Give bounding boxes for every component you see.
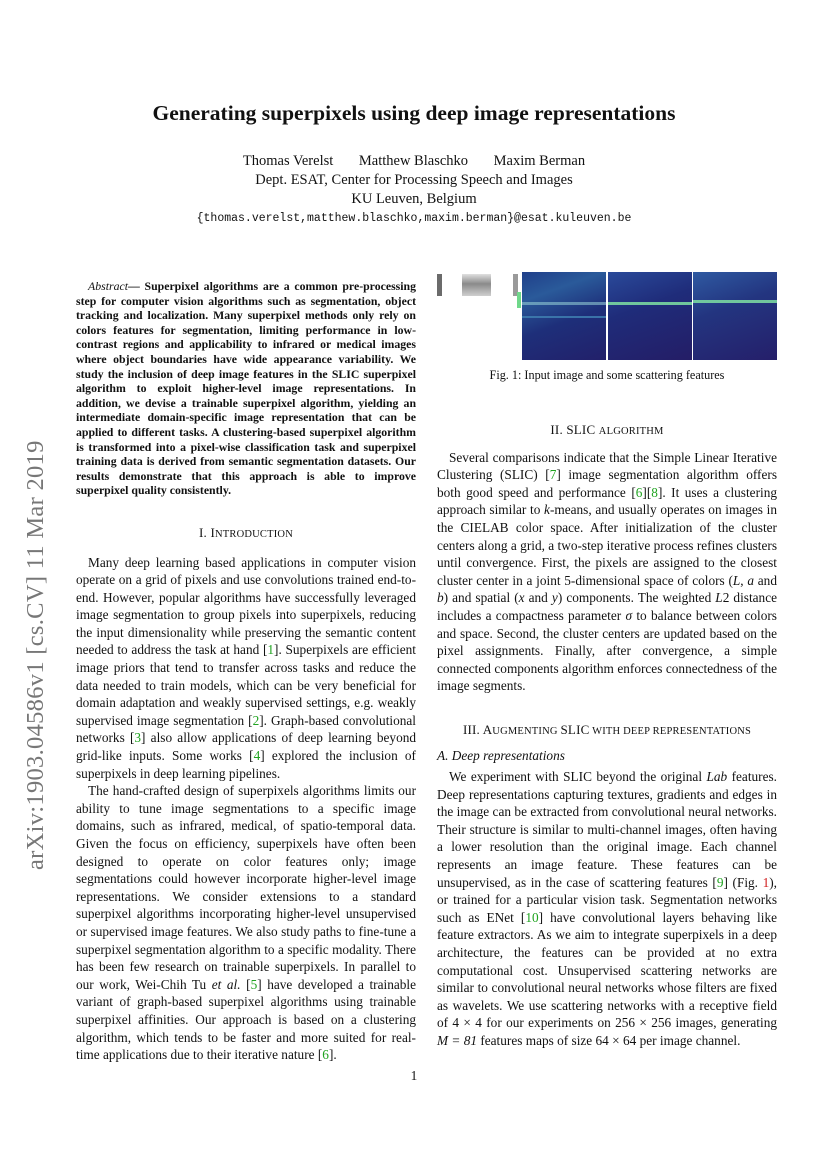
citation-link[interactable]: 10 <box>525 909 539 925</box>
citation-link[interactable]: 6 <box>635 484 643 500</box>
citation-link[interactable]: 3 <box>134 730 142 746</box>
abstract <box>76 279 416 498</box>
abstract-label: Abstract <box>88 279 128 293</box>
scattering-feature-map <box>608 272 692 360</box>
author-block <box>0 152 828 228</box>
author-names <box>0 152 828 171</box>
citation-link[interactable]: 5 <box>250 976 258 992</box>
scattering-feature-map <box>522 272 606 360</box>
page-number: 1 <box>410 1068 418 1083</box>
section-heading-slic: II. SLIC ALGORITHM <box>550 422 664 437</box>
author-name: Matthew Blaschko <box>358 153 469 169</box>
arxiv-stamp: arXiv:1903.04586v1 [cs.CV] 11 Mar 2019 <box>22 440 49 870</box>
paper-title: Generating superpixels using deep image representations <box>152 101 676 125</box>
citation-link[interactable]: 2 <box>252 712 260 728</box>
feature-strip <box>517 292 521 308</box>
left-column <box>76 279 416 1064</box>
input-image-thumbnail <box>437 274 442 296</box>
figure-link[interactable]: 1 <box>762 874 770 890</box>
section-heading-augmenting: III. AUGMENTING SLIC WITH DEEP REPRESENTATIONS <box>462 721 752 737</box>
author-name: Maxim Berman <box>493 153 586 169</box>
paragraph: Many deep learning based applications in computer vision operate on a grid of pixels and use convolutions trained end-to-end. However, popular algorithms have successfully leveraged image segmentation to group pixels into superpixels, reducing the input dimensionality while preserving the semantic content needed to address the task at hand [1]. Superpixels are efficient image priors that tend to transfer across tasks and reduce the data needed to train models, which can be very beneficial for domain adaptation and weakly supervised settings, e.g. weakly supervised image segmentation [2]. Graph-based convolutional networks [3] also allow applications of deep learning beyond grid-like inputs. Some works [4] explored the inclusion of superpixels in deep learning pipelines. <box>76 554 417 781</box>
abstract-text: — Superpixel algorithms are a common pre-processing step for computer vision algorithms such as segmentation, object tracking and localization. Many superpixel methods only rely on colors features for segmentation, limiting performance in low-contrast regions and applicability to infrared or medical images where object boundaries have wide appearance variability. We study the inclusion of deep image features in the SLIC superpixel algorithm to exploit higher-level image representations. In addition, we devise a trainable superpixel algorithm, yielding an intermediate domain-specific image representation that can be applied to different tasks. A clustering-based superpixel algorithm is transformed into a pixel-wise classification task and superpixel training data is derived from semantic segmentation datasets. Our results demonstrate that this approach is able to improve superpixel quality consistently. <box>76 279 416 498</box>
citation-link[interactable]: 9 <box>716 874 724 890</box>
paragraph: We experiment with SLIC beyond the original Lab features. Deep representations capturing textures, gradients and edges in the image can be extracted from convolutional neural networks. Their structure is similar to multi-channel images, often having a lower resolution than the original image. Each channel represents an image feature. These features can be unsupervised, as in the case of scattering features [9] (Fig. 1), or trained for a particular vision task. Segmentation networks such as ENet [10] have convolutional layers behaving like feature extractors. As we aim to integrate superpixels in a deep architecture, the features can be provided at no extra computational cost. Unsupervised scattering networks are similar to convolutional neural networks whose filters are fixed as wavelets. We use scattering networks with a receptive field of 4 × 4 for our experiments on 256 × 256 images, generating M = 81 features maps of size 64 × 64 per image channel. <box>437 769 777 1048</box>
subsection-heading: A. Deep representations <box>437 747 565 763</box>
figure-caption: Fig. 1: Input image and some scattering features <box>489 368 725 382</box>
affiliation: KU Leuven, Belgium <box>351 191 477 207</box>
citation-link[interactable]: 4 <box>253 748 261 764</box>
citation-link[interactable]: 7 <box>549 467 557 483</box>
author-name: Thomas Verelst <box>242 153 334 169</box>
paragraph: Several comparisons indicate that the Simple Linear Iterative Clustering (SLIC) [7] image segmentation algorithm offers both good speed and performance [6][8]. It uses a clustering approach similar to k-means, and usually operates on images in the CIELAB color space. After initialization of the cluster centers along a grid, a two-step iterative process refines clusters until convergence. First, the pixels are assigned to the closest cluster center in a joint 5-dimensional space of colors (L, a and b) and spatial (x and y) components. The weighted L2 distance includes a compactness parameter σ to balance between colors and space. Second, the cluster centers are updated based on the pixel assignments. Finally, after convergence, a simple connected components algorithm enforces connectedness of the image segments. <box>437 449 777 694</box>
citation-link[interactable]: 1 <box>267 642 275 658</box>
right-column <box>437 421 777 1050</box>
scattering-feature-map <box>693 272 777 360</box>
affiliation: Dept. ESAT, Center for Processing Speech and Images <box>255 172 573 188</box>
citation-link[interactable]: 8 <box>651 484 658 500</box>
citation-link[interactable]: 6 <box>322 1047 329 1063</box>
input-image-thumbnail <box>462 274 491 296</box>
section-heading-introduction: I. INTRODUCTION <box>199 524 293 540</box>
paragraph: The hand-crafted design of superpixels algorithms limits our ability to tune image segmentations to a specific image domains, such as infrared, medical, of spatio-temporal data. Given the focus on efficiency, superpixels have often been designed to operate on color features only; image segmentations could however incorporate higher-level image representations. We consider extensions to a standard superpixel algorithms incorporating higher-level unsupervised or supervised image features. We also study paths to fine-tune a superpixel segmentation algorithm to a specific modality. There has been few research on trainable superpixels. In parallel to our work, Wei-Chih Tu et al. [5] have developed a trainable variant of graph-based superpixel algorithms using trainable superpixel affinities. Our approach is based on a clustering algorithm, which tends to be faster and more suited for real-time applications due to their iterative nature [6]. <box>76 783 416 1063</box>
figure-1 <box>437 272 777 362</box>
author-emails: {thomas.verelst,matthew.blaschko,maxim.berman}@esat.kuleuven.be <box>196 212 632 225</box>
